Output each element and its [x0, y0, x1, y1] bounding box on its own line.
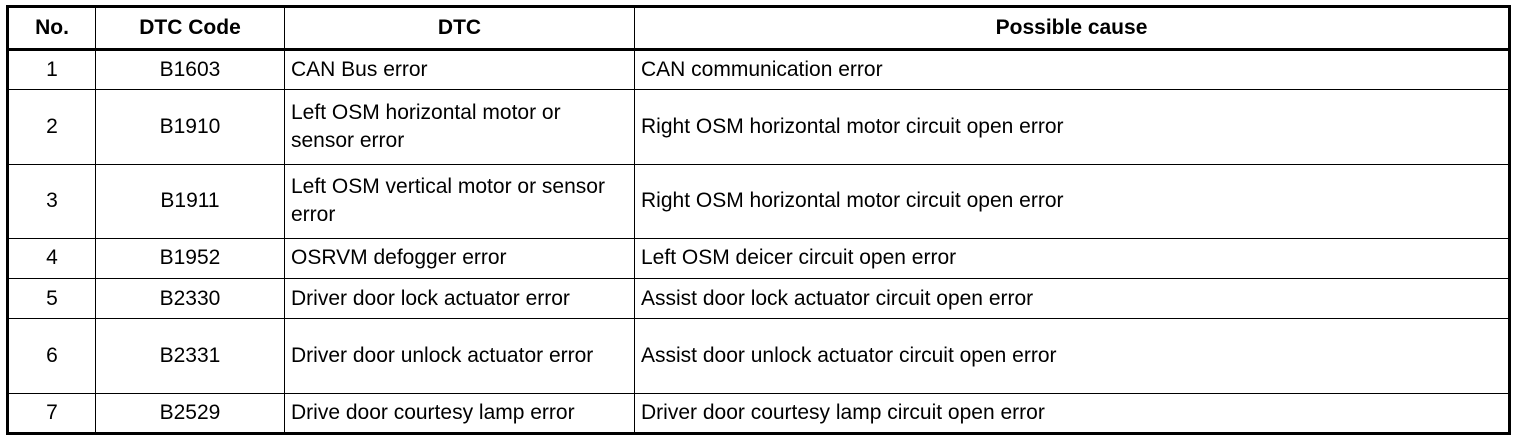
header-dtc: DTC	[285, 7, 635, 50]
cell-dtc: Drive door courtesy lamp error	[285, 393, 635, 434]
table-row	[8, 393, 1510, 434]
cell-possible-cause: Right OSM horizontal motor circuit open error	[635, 164, 1510, 238]
cell-no: 7	[8, 393, 96, 434]
table-row	[8, 90, 1510, 164]
header-possible-cause: Possible cause	[635, 7, 1510, 50]
header-dtc-code: DTC Code	[96, 7, 285, 50]
table-row	[8, 164, 1510, 238]
cell-dtc: Driver door unlock actuator error	[285, 319, 635, 393]
cell-possible-cause: Assist door unlock actuator circuit open error	[635, 319, 1510, 393]
cell-no: 5	[8, 279, 96, 319]
cell-dtc: Driver door lock actuator error	[285, 279, 635, 319]
header-no: No.	[8, 7, 96, 50]
table-row	[8, 279, 1510, 319]
cell-dtc: CAN Bus error	[285, 50, 635, 90]
cell-no: 6	[8, 319, 96, 393]
table-row	[8, 238, 1510, 278]
cell-dtc-code: B2330	[96, 279, 285, 319]
cell-no: 1	[8, 50, 96, 90]
cell-possible-cause: CAN communication error	[635, 50, 1510, 90]
table-row	[8, 319, 1510, 393]
cell-dtc: OSRVM defogger error	[285, 238, 635, 278]
dtc-table	[6, 5, 1511, 435]
cell-dtc-code: B1952	[96, 238, 285, 278]
cell-possible-cause: Right OSM horizontal motor circuit open error	[635, 90, 1510, 164]
cell-possible-cause: Left OSM deicer circuit open error	[635, 238, 1510, 278]
cell-possible-cause: Assist door lock actuator circuit open error	[635, 279, 1510, 319]
cell-no: 3	[8, 164, 96, 238]
cell-dtc-code: B2331	[96, 319, 285, 393]
table-row	[8, 50, 1510, 90]
cell-no: 4	[8, 238, 96, 278]
cell-possible-cause: Driver door courtesy lamp circuit open error	[635, 393, 1510, 434]
cell-dtc-code: B1910	[96, 90, 285, 164]
cell-dtc-code: B2529	[96, 393, 285, 434]
table-header-row	[8, 7, 1510, 50]
cell-no: 2	[8, 90, 96, 164]
cell-dtc-code: B1603	[96, 50, 285, 90]
cell-dtc: Left OSM vertical motor or sensor error	[285, 164, 635, 238]
cell-dtc-code: B1911	[96, 164, 285, 238]
cell-dtc: Left OSM horizontal motor or sensor error	[285, 90, 635, 164]
